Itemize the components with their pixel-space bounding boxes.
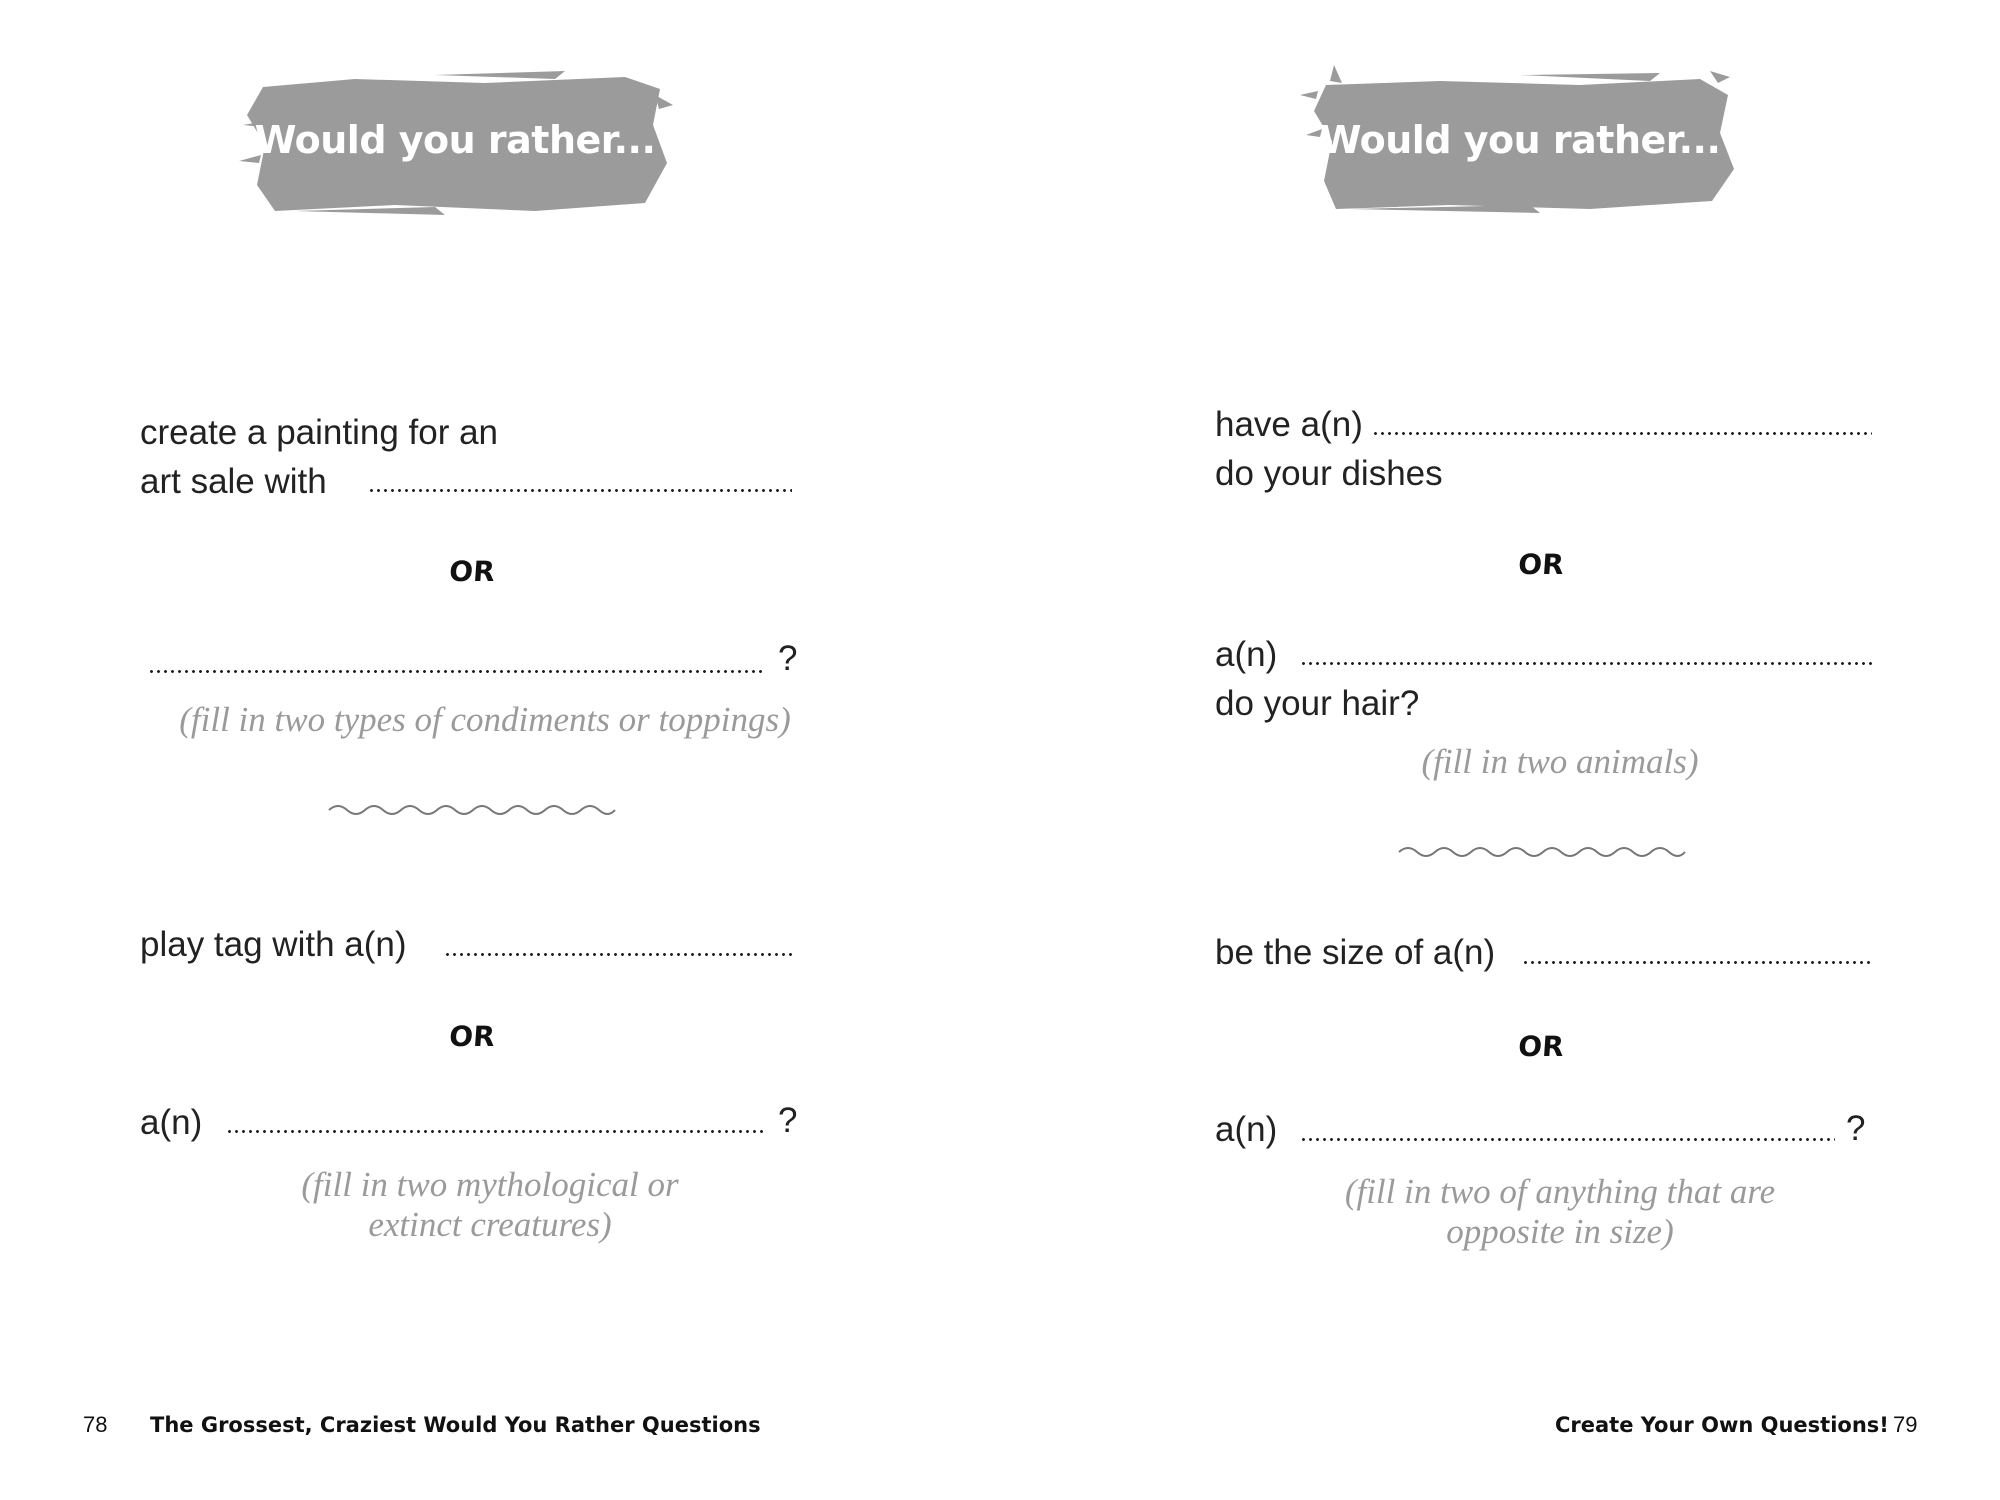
q2-line2: a(n) xyxy=(1215,1110,1278,1149)
q2-line1: be the size of a(n) xyxy=(1215,933,1496,972)
or-label: OR xyxy=(448,555,496,588)
hint-text: (fill in two types of condiments or toppings) xyxy=(179,700,791,739)
fill-in-blank[interactable] xyxy=(1372,432,1872,435)
page-number: 79 xyxy=(1893,1412,1918,1437)
q1-line3: a(n) xyxy=(1215,635,1278,674)
right-page xyxy=(1000,0,2000,1500)
question-mark: ? xyxy=(778,639,798,678)
hint-text: (fill in two animals) xyxy=(1421,742,1699,781)
q1-line2: do your dishes xyxy=(1215,454,1443,493)
fill-in-blank[interactable] xyxy=(1522,961,1872,964)
question-mark: ? xyxy=(1846,1109,1866,1148)
q2-line1: play tag with a(n) xyxy=(140,925,407,964)
running-title: Create Your Own Questions! xyxy=(1555,1413,1889,1437)
fill-in-blank[interactable] xyxy=(226,1130,766,1133)
title-banner xyxy=(1300,65,1740,215)
q1-line2: art sale with xyxy=(140,462,327,501)
fill-in-blank[interactable] xyxy=(148,670,766,673)
hint-text: (fill in two mythological or xyxy=(301,1165,679,1204)
or-label: OR xyxy=(448,1020,496,1053)
or-label: OR xyxy=(1517,1030,1565,1063)
hint-text: (fill in two of anything that are xyxy=(1344,1172,1776,1211)
q1-line1: create a painting for an xyxy=(140,413,499,452)
question-mark: ? xyxy=(778,1101,798,1140)
hint-text: extinct creatures) xyxy=(368,1205,612,1244)
q1-line1: have a(n) xyxy=(1215,405,1363,444)
fill-in-blank[interactable] xyxy=(368,489,792,492)
squiggle-divider-icon xyxy=(1397,842,1687,862)
fill-in-blank[interactable] xyxy=(444,953,792,956)
page-number: 78 xyxy=(83,1412,108,1437)
or-label: OR xyxy=(1517,548,1565,581)
banner-title: Would you rather... xyxy=(1319,118,1721,162)
q1-line4: do your hair? xyxy=(1215,684,1420,723)
title-banner xyxy=(235,65,675,215)
squiggle-divider-icon xyxy=(327,800,617,820)
banner-title: Would you rather... xyxy=(254,118,656,162)
running-title: The Grossest, Craziest Would You Rather Questions xyxy=(150,1413,761,1437)
fill-in-blank[interactable] xyxy=(1300,662,1872,665)
q2-line2: a(n) xyxy=(140,1103,203,1142)
fill-in-blank[interactable] xyxy=(1300,1138,1835,1141)
hint-text: opposite in size) xyxy=(1446,1212,1674,1251)
